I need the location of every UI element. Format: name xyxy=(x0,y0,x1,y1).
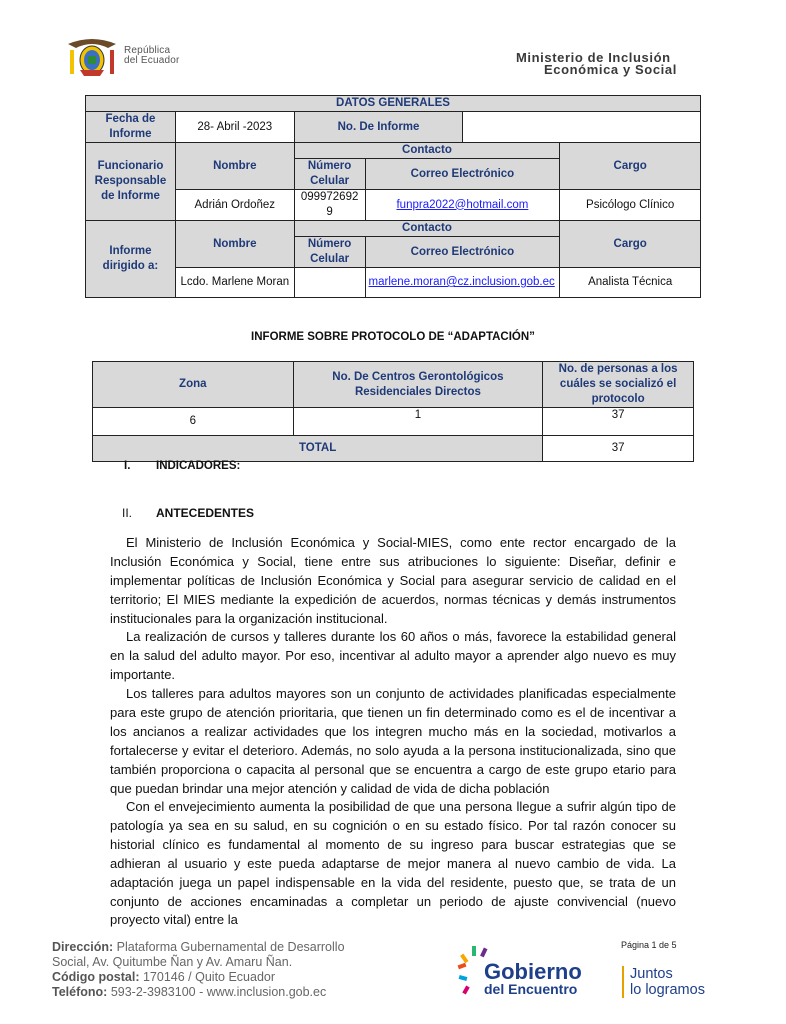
correo-header-2: Correo Electrónico xyxy=(365,237,560,268)
section-2-title: ANTECEDENTES xyxy=(156,506,255,520)
footer-dir-label: Dirección: xyxy=(52,940,114,954)
resp-cargo: Psicólogo Clínico xyxy=(560,190,701,221)
resp-nombre: Adrián Ordoñez xyxy=(175,190,294,221)
informe-label: No. De Informe xyxy=(294,112,463,143)
dir-nombre: Lcdo. Marlene Moran xyxy=(175,268,294,298)
footer-tel-value: 593-2-3983100 - www.inclusion.gob.ec xyxy=(110,985,327,999)
dir-email-link[interactable]: marlene.moran@cz.inclusion.gob.ec xyxy=(368,276,555,288)
paragraph-3: Los talleres para adultos mayores son un conjunto de actividades planificadas especialmente para este grupo de atención prioritaria, que tienen un fin determinado como es el de incentivar a los ancianos a realizar actividades que los integren mucho más en la sociedad, motivarlos a fortalecerse y evitar el deterioro. Además, no solo ayuda a la persona institucionalizada, sino que también proporciona o capacita al personal que se encuentra a cargo de este grupo etario para que puedan brindar una mejor atención y calidad de vida de dicha población xyxy=(110,686,676,796)
section-1-title: INDICADORES: xyxy=(156,460,241,472)
dir-celular xyxy=(294,268,365,298)
footer-address xyxy=(52,940,345,1000)
paragraph-4: Con el envejecimiento aumenta la posibilidad de que una persona llegue a sufrir algún tipo de patología ya sea en su salud, en su cognición o en su estado físico. Por tal razón conocer su historial clínico es fundamental al momento de su ingreso para buscar estrategias que se adhieran al usuario y este pueda adaptarse de mejor manera al nuevo cambio de vida. La adaptación juega un papel indispensable en la vida del residente, puesto que, se trata de un conjunto de acciones encaminadas a completar un periodo de ajuste convivencial (nuevo proyecto vital) entre la xyxy=(110,799,676,928)
resp-email-link[interactable]: funpra2022@hotmail.com xyxy=(396,198,529,211)
cargo-header-2: Cargo xyxy=(560,221,701,268)
correo-header: Correo Electrónico xyxy=(365,159,560,190)
footer-dir-value-2: Social, Av. Quitumbe Ñan y Av. Amaru Ñan. xyxy=(52,955,293,969)
paragraph-1: El Ministerio de Inclusión Económica y Social-MIES, como ente rector encargado de la Inclusión Económica y Social, tiene entre sus atribuciones lo siguiente: Diseñar, definir e implementar políticas de Inclusión Económica y Social para asegurar servicio de calidad en el territorio; El MIES mediante la expedición de acuerdos, normas técnicas y demás instrumentos institucionales para la organización institucional. xyxy=(110,535,676,626)
page-number: Página 1 de 5 xyxy=(621,940,677,950)
footer-dir-value: Plataforma Gubernamental de Desarrollo xyxy=(116,940,345,954)
fecha-value: 28- Abril -2023 xyxy=(175,112,294,143)
centros-header: No. De Centros Gerontológicos Residenciales Directos xyxy=(293,362,543,408)
zona-header: Zona xyxy=(93,362,294,408)
gobierno-logo-text: Gobierno del Encuentro xyxy=(484,959,582,997)
report-title: INFORME SOBRE PROTOCOLO DE “ADAPTACIÓN” xyxy=(251,331,535,343)
paragraph-2: La realización de cursos y talleres durante los 60 años o más, favorece la estabilidad general en la salud del adulto mayor. Por eso, incentivar al adulto mayor a aprender algo nuevo es muy importante. xyxy=(110,629,676,682)
nombre-header: Nombre xyxy=(175,143,294,190)
total-value: 37 xyxy=(543,436,694,462)
general-title: DATOS GENERALES xyxy=(86,96,701,112)
footer-tel-label: Teléfono: xyxy=(52,985,108,999)
section-2-number: II. xyxy=(122,506,133,520)
footer-cp-label: Código postal: xyxy=(52,970,140,984)
ministry-title: Ministerio de Inclusión Económica y Social xyxy=(516,50,677,77)
report-table xyxy=(92,361,694,462)
resp-celular: 0999726929 xyxy=(294,190,365,221)
nombre-header-2: Nombre xyxy=(175,221,294,268)
centros-value: 1 xyxy=(293,408,543,436)
personas-value: 37 xyxy=(543,408,694,436)
total-label: TOTAL xyxy=(93,436,543,462)
celular-header: Número Celular xyxy=(294,159,365,190)
funcionario-label: Funcionario Responsable de Informe xyxy=(86,143,176,221)
fecha-label: Fecha de Informe xyxy=(86,112,176,143)
cargo-header: Cargo xyxy=(560,143,701,190)
section-1-number: I. xyxy=(124,460,131,472)
informe-value xyxy=(463,112,701,143)
dir-cargo: Analista Técnica xyxy=(560,268,701,298)
dirigido-label: Informe dirigido a: xyxy=(86,221,176,298)
republica-text: República del Ecuador xyxy=(124,45,180,66)
contacto-header-2: Contacto xyxy=(294,221,560,237)
personas-header: No. de personas a los cuáles se socializó el protocolo xyxy=(543,362,694,408)
coat-of-arms-logo xyxy=(62,34,122,80)
contacto-header: Contacto xyxy=(294,143,560,159)
general-data-table xyxy=(85,95,701,298)
juntos-slogan: Juntos lo logramos xyxy=(622,966,705,998)
footer-cp-value: 170146 / Quito Ecuador xyxy=(142,970,276,984)
celular-header-2: Número Celular xyxy=(294,237,365,268)
zona-value: 6 xyxy=(93,408,294,436)
